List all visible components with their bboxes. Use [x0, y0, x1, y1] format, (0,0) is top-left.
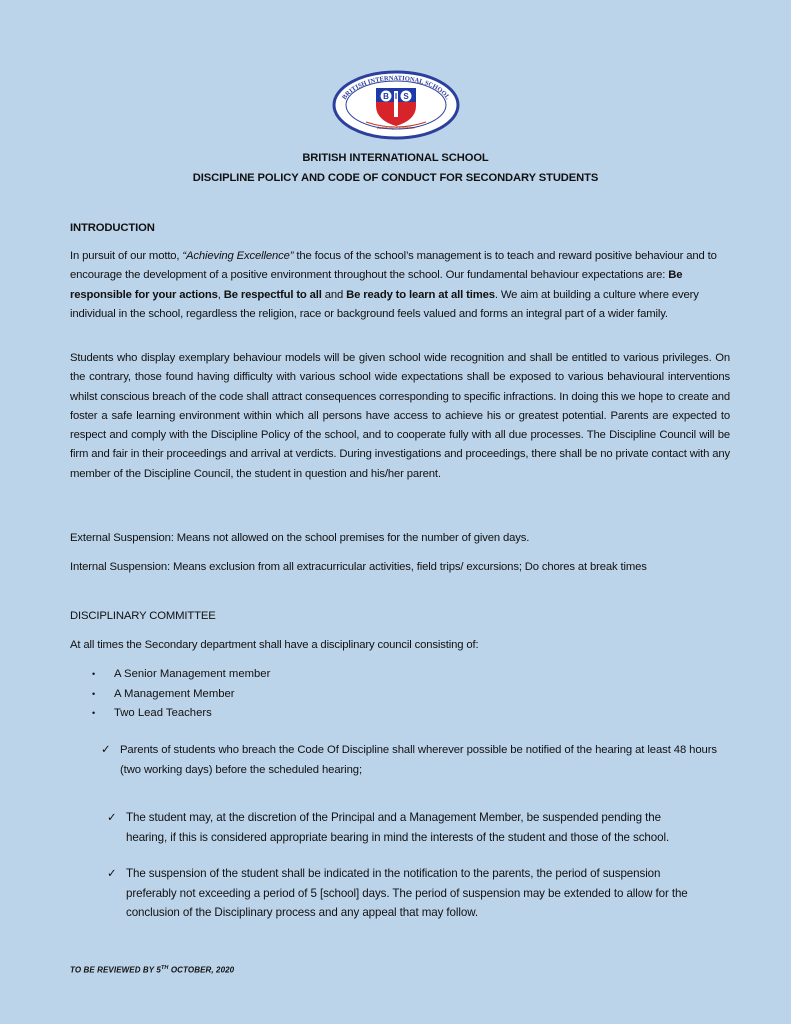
document-title: DISCIPLINE POLICY AND CODE OF CONDUCT FOR SECONDARY STUDENTS [192, 172, 599, 184]
logo-letter-i: I [394, 92, 398, 101]
rule-item: ✓ The student may, at the discretion of the Principal and a Management Member, be suspended pending the hearing, if this is considered appropriate bearing in mind the interests of the student and those of the school. [107, 808, 687, 847]
intro-paragraph-2: Students who display exemplary behaviour models will be given school wide recognition and shall be entitled to various privileges. On the contrary, those found having difficulty with various school wide expectations shall be exposed to various behavioural interventions whilst conscious breach of the code shall attract consequences corresponding to specific infractions. In doing this we hope to create and foster a safe learning environment within which all persons have access to achieve his or greatest potential. Parents are expected to respect and comply with the Discipline Policy of the school, and to cooperate fully with all due processes. The Discipline Council will be firm and fair in their proceedings and arrival at verdicts. During investigations and proceedings, there shall be no private contact with any member of the Discipline Council, the student in question and his/her parent. [70, 352, 730, 480]
bullet-icon: • [92, 708, 96, 718]
expectation-responsible: Be responsible for your actions [70, 269, 683, 301]
checkmark-icon: ✓ [107, 811, 117, 824]
checkmark-icon: ✓ [107, 867, 117, 880]
bullet-icon: • [92, 669, 96, 679]
rule-item: ✓ The suspension of the student shall be indicated in the notification to the parents, the period of suspension preferably not exceeding a period of 5 [school] days. The period of suspension may be extended to allow for the conclusion of the Disciplinary process and any appeal that may follow. [107, 864, 692, 923]
expectation-ready: Be ready to learn at all times [346, 288, 495, 301]
committee-members-list [92, 665, 270, 724]
external-suspension-definition: External Suspension: Means not allowed on the school premises for the number of given days. [70, 532, 530, 544]
list-item: • Two Lead Teachers [92, 704, 270, 724]
rule-item: ✓ Parents of students who breach the Code Of Discipline shall wherever possible be notified of the hearing at least 48 hours (two working days) before the scheduled hearing; [101, 741, 731, 780]
logo-letter-b: B [383, 92, 389, 101]
list-item: • A Senior Management member [92, 665, 270, 685]
list-item: • A Management Member [92, 685, 270, 705]
logo-letter-s: S [403, 92, 409, 101]
bullet-icon: • [92, 688, 96, 699]
checkmark-icon: ✓ [101, 744, 111, 756]
motto-text: “Achieving Excellence” [182, 250, 294, 262]
committee-heading: DISCIPLINARY COMMITTEE [70, 610, 216, 622]
review-date-footer: TO BE REVIEWED BY 5TH OCTOBER, 2020 [70, 965, 235, 975]
intro-paragraph-1: In pursuit of our motto, “Achieving Excellence” the focus of the school’s management is to teach and reward positive behaviour and to encourage the development of a positive environment throughout the school. Our fundamental behaviour expectations are: Be responsible for your actions, Be respectful to all and Be ready to learn at all times. We aim at building a culture where every individual in the school, regardless the religion, race or background feels valued and forms an integral part of a wider family. [70, 250, 717, 320]
committee-intro: At all times the Secondary department shall have a disciplinary council consisting of: [70, 639, 479, 651]
internal-suspension-definition: Internal Suspension: Means exclusion from all extracurricular activities, field trips/ excursions; Do chores at break times [70, 561, 647, 573]
logo-motto: Achieving Excellence [377, 125, 415, 130]
school-logo [331, 70, 461, 140]
expectation-respectful: Be respectful to all [223, 288, 322, 301]
introduction-heading: INTRODUCTION [70, 222, 155, 234]
school-name: BRITISH INTERNATIONAL SCHOOL [302, 152, 489, 164]
logo-ring-text: BRITISH INTERNATIONAL SCHOOL [341, 74, 451, 102]
